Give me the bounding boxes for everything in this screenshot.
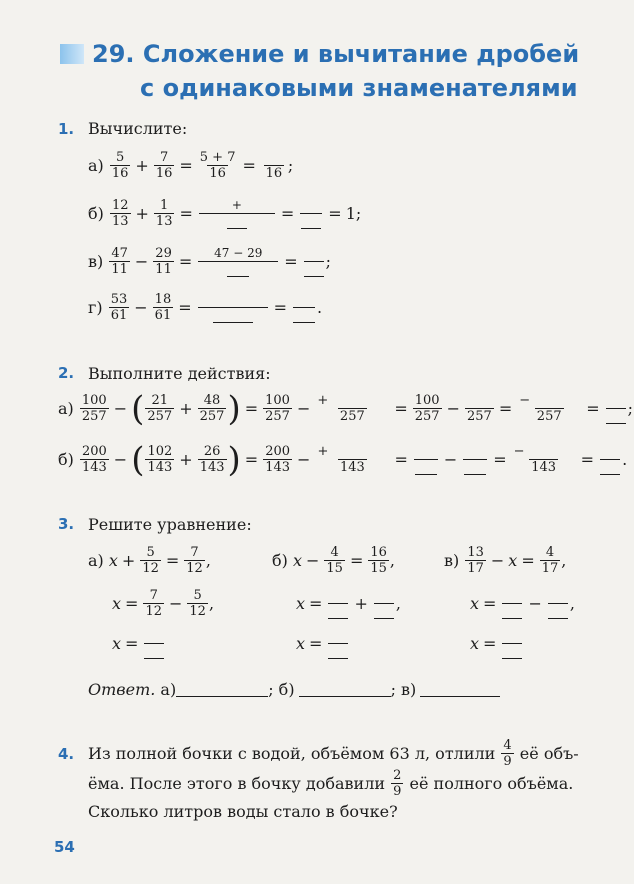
fraction: $\frac{5 + 7}{16}$ — [199, 150, 236, 181]
task2-number: 2. — [58, 364, 75, 382]
fraction-blank[interactable] — [502, 628, 522, 659]
answer-c-label: ; в) — [390, 680, 417, 699]
task3-c-eq: в) $\frac{13}{17}$ − x = $\frac{4}{17}$ , — [444, 545, 567, 576]
fraction: $\frac{200}{143}$ — [265, 444, 291, 475]
task3-a-step: x = $\frac{7}{12}$ − $\frac{5}{12}$ , — [112, 588, 215, 619]
task3-answer-row — [88, 680, 500, 699]
fraction-blank[interactable]: $\frac{+}{143}$ — [317, 444, 365, 475]
fraction: $\frac{29}{11}$ — [155, 246, 172, 277]
fraction-blank[interactable] — [463, 444, 487, 475]
text: ёма. После этого в бочку добавили — [88, 774, 386, 793]
answer-b-label: ; б) — [268, 680, 295, 699]
fraction-blank[interactable] — [304, 246, 324, 277]
task1-b: б) $\frac{12}{13}$ + $\frac{1}{13}$ = + = = 1 ; — [88, 198, 362, 229]
fraction-blank[interactable]: + — [199, 198, 275, 229]
task4-number: 4. — [58, 745, 75, 763]
fraction-blank[interactable]: 47 − 29 — [198, 246, 278, 277]
section-marker — [60, 44, 84, 64]
text: её объ- — [519, 744, 579, 763]
task3-c-step: x = − , — [470, 588, 575, 619]
task3-b-answer: x = — [296, 628, 350, 659]
fraction: $\frac{7}{12}$ — [186, 545, 203, 576]
fraction: $\frac{2}{9}$ — [393, 768, 402, 799]
fraction-blank[interactable]: 257 — [466, 409, 492, 424]
task1-number: 1. — [58, 120, 75, 138]
fraction-blank[interactable] — [414, 444, 438, 475]
fraction: $\frac{21}{257}$ — [147, 393, 173, 424]
task2-b: б) $\frac{200}{143}$ − ( $\frac{102}{143}$ + $\frac{26}{143}$ ) = $\frac{200}{143}$ − $\frac{+}{143}$ = − = $\frac{-}{143}$ = . — [58, 439, 628, 480]
page-title — [92, 40, 579, 68]
fraction: $\frac{26}{143}$ — [199, 444, 225, 475]
page-number: 54 — [54, 838, 75, 856]
fraction: $\frac{47}{11}$ — [111, 246, 128, 277]
result: 1 — [345, 204, 356, 223]
fraction-blank[interactable] — [502, 588, 522, 619]
fraction: $\frac{5}{12}$ — [189, 588, 206, 619]
fraction: $\frac{102}{143}$ — [147, 444, 173, 475]
fraction-blank[interactable]: $\frac{-}{257}$ — [519, 393, 562, 424]
answer-b-input[interactable] — [299, 682, 391, 697]
fraction-blank[interactable] — [606, 393, 626, 424]
label: б) — [88, 204, 104, 223]
label: а) — [58, 399, 74, 418]
fraction-blank[interactable] — [198, 292, 268, 323]
section-number: 29. — [92, 40, 135, 68]
task4-line1 — [88, 738, 579, 769]
fraction: $\frac{18}{61}$ — [154, 292, 172, 323]
label: а) — [88, 156, 104, 175]
fraction: $\frac{5}{12}$ — [142, 545, 159, 576]
task3-c-answer: x = — [470, 628, 524, 659]
fraction: $\frac{4}{9}$ — [503, 738, 512, 769]
fraction-blank[interactable] — [374, 588, 394, 619]
task1-c: в) $\frac{47}{11}$ − $\frac{29}{11}$ = 47 − 29 = ; — [88, 246, 332, 277]
fraction-blank[interactable] — [144, 628, 164, 659]
task2-a: а) $\frac{100}{257}$ − ( $\frac{21}{257}$ + $\frac{48}{257}$ ) = $\frac{100}{257}$ − $\frac{+}{257}$ = $\frac{100}{257}$ − 257 = $\frac{-}{257}$ = ; — [58, 388, 634, 429]
fraction: $\frac{48}{257}$ — [199, 393, 225, 424]
fraction: $\frac{4}{15}$ — [326, 545, 343, 576]
title-line1: Сложение и вычитание дробей — [142, 40, 580, 68]
fraction: $\frac{1}{13}$ — [155, 198, 173, 229]
fraction: $\frac{16}{15}$ — [370, 545, 387, 576]
answer-label: Ответ. — [88, 680, 156, 699]
label: б) — [272, 551, 288, 570]
task1-a: а) $\frac{5}{16}$ + $\frac{7}{16}$ = $\frac{5 + 7}{16}$ = 16 ; — [88, 150, 294, 181]
fraction-blank[interactable] — [328, 628, 348, 659]
fraction-blank[interactable]: $\frac{-}{143}$ — [513, 444, 557, 475]
task1-prompt: Вычислите: — [88, 119, 188, 138]
fraction: $\frac{13}{17}$ — [467, 545, 484, 576]
task3-b-step: x = + , — [296, 588, 401, 619]
fraction-blank[interactable]: $\frac{+}{257}$ — [317, 393, 365, 424]
task1-d: г) $\frac{53}{61}$ − $\frac{18}{61}$ = = . — [88, 292, 323, 323]
task3-a-eq: а) x + $\frac{5}{12}$ = $\frac{7}{12}$ , — [88, 545, 211, 576]
fraction: $\frac{7}{16}$ — [155, 150, 173, 181]
fraction: $\frac{5}{16}$ — [111, 150, 129, 181]
task3-a-answer: x = — [112, 628, 166, 659]
label: г) — [88, 298, 103, 317]
label: в) — [88, 252, 104, 271]
fraction-blank[interactable] — [328, 588, 348, 619]
task4-line2 — [88, 768, 573, 799]
fraction: $\frac{53}{61}$ — [110, 292, 128, 323]
label: б) — [58, 450, 74, 469]
fraction-blank[interactable]: 16 — [265, 166, 283, 181]
task3-b-eq: б) x − $\frac{4}{15}$ = $\frac{16}{15}$ , — [272, 545, 395, 576]
task3-number: 3. — [58, 515, 75, 533]
fraction-blank[interactable] — [600, 444, 620, 475]
task3-prompt: Решите уравнение: — [88, 515, 252, 534]
answer-a-label: а) — [160, 680, 177, 699]
fraction: $\frac{12}{13}$ — [111, 198, 129, 229]
label: а) — [88, 551, 104, 570]
fraction-blank[interactable] — [293, 292, 315, 323]
fraction: $\frac{200}{143}$ — [81, 444, 107, 475]
title-line2: с одинаковыми знаменателями — [140, 74, 578, 102]
text: её полного объёма. — [409, 774, 574, 793]
fraction: $\frac{100}{257}$ — [265, 393, 290, 424]
label: в) — [444, 551, 460, 570]
task2-prompt: Выполните действия: — [88, 364, 271, 383]
fraction-blank[interactable] — [300, 198, 322, 229]
answer-a-input[interactable] — [176, 682, 268, 697]
fraction: $\frac{100}{257}$ — [81, 393, 107, 424]
answer-c-input[interactable] — [420, 682, 500, 697]
fraction: $\frac{4}{17}$ — [541, 545, 559, 576]
fraction-blank[interactable] — [548, 588, 568, 619]
text: Из полной бочки с водой, объёмом 63 л, отлили — [88, 744, 496, 763]
task4-line3: Сколько литров воды стало в бочке? — [88, 802, 398, 821]
fraction: $\frac{7}{12}$ — [145, 588, 162, 619]
fraction: $\frac{100}{257}$ — [414, 393, 440, 424]
